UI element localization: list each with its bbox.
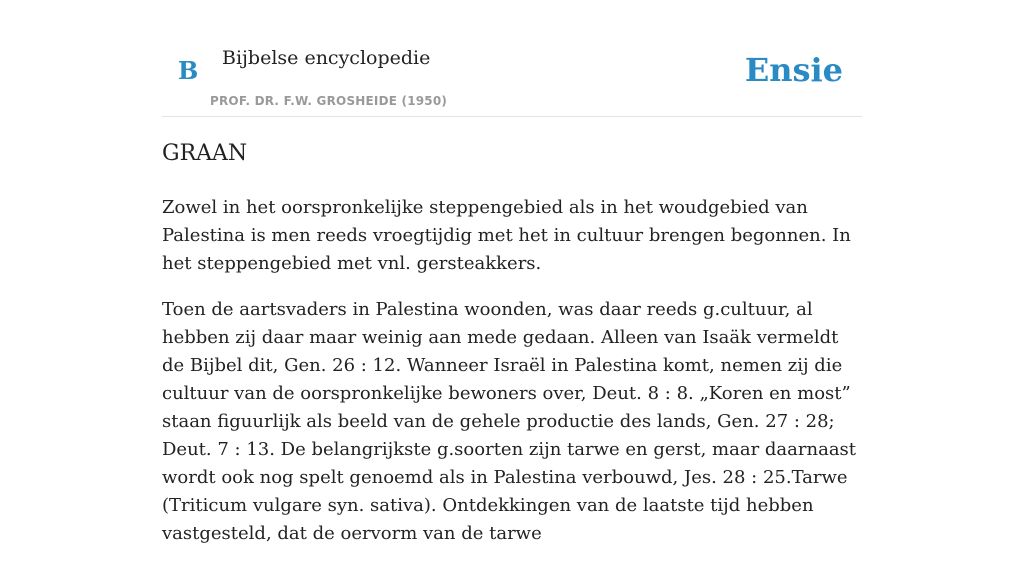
article-title: GRAAN <box>162 141 248 166</box>
ensie-logo-link[interactable]: Ensie <box>744 51 843 89</box>
book-title-link[interactable]: Bijbelse encyclopedie <box>222 47 431 69</box>
article-paragraph: Zowel in het oorspronkelijke steppengebied als in het woudgebied van Palestina is men reeds vroegtijdig met het in cultuur brengen begonnen. In het steppengebied met vnl. gersteakkers. <box>162 197 851 274</box>
book-logo[interactable]: B <box>178 56 199 85</box>
article-paragraph: Toen de aartsvaders in Palestina woonden, was daar reeds g.cultuur, al hebben zij daar maar weinig aan mede gedaan. Alleen van Isaäk vermeldt de Bijbel dit, Gen. 26 : 12. Wanneer Israël in Palestina komt, nemen zij die cultuur van de oorspronkelijke bewoners over, Deut. 8 : 8. „Koren en most” staan figuurlijk als beeld van de gehele productie des lands, Gen. 27 : 28; Deut. 7 : 13. De belangrijkste g.soorten zijn tarwe en gerst, maar daarnaast wordt ook nog spelt genoemd als in Palestina verbouwd, Jes. 28 : 25.Tarwe (Triticum vulgare syn. sativa). Ontdekkingen van de laatste tijd hebben vastgesteld, dat de oervorm van de tarwe <box>162 299 857 544</box>
article <box>162 136 864 566</box>
book-header <box>162 0 862 117</box>
article-body <box>162 194 864 548</box>
book-author: PROF. DR. F.W. GROSHEIDE (1950) <box>210 94 448 108</box>
